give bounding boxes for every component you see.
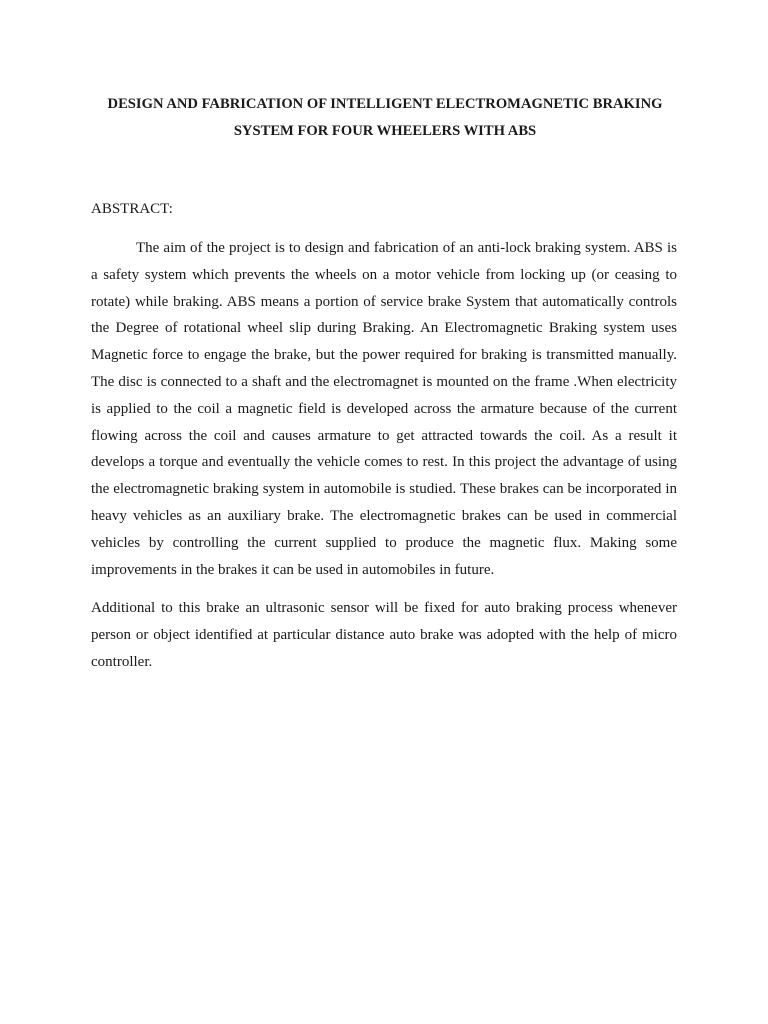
title-line-1: DESIGN AND FABRICATION OF INTELLIGENT ELECTROMAGNETIC BRAKING (107, 96, 663, 112)
document-title (80, 91, 690, 145)
title-line-2: SYSTEM FOR FOUR WHEELERS WITH ABS (233, 123, 537, 139)
abstract-heading: ABSTRACT: (91, 201, 173, 217)
additional-paragraph: Additional to this brake an ultrasonic sensor will be fixed for auto braking process whenever person or object identified at particular distance auto brake was adopted with the help of micro controller. (91, 600, 677, 670)
abstract-paragraph: The aim of the project is to design and fabrication of an anti-lock braking system. ABS is a safety system which prevents the wheels on a motor vehicle from locking up (or ceasing to rotate) while braking. ABS means a portion of service brake System that automatically controls the Degree of rotational wheel slip during Braking. An Electromagnetic Braking system uses Magnetic force to engage the brake, but the power required for braking is transmitted manually. The disc is connected to a shaft and the electromagnet is mounted on the frame .When electricity is applied to the coil a magnetic field is developed across the armature because of the current flowing across the coil and causes armature to get attracted towards the coil. As a result it develops a torque and eventually the vehicle comes to rest. In this project the advantage of using the electromagnetic braking system in automobile is studied. These brakes can be incorporated in heavy vehicles as an auxiliary brake. The electromagnetic brakes can be used in commercial vehicles by controlling the current supplied to produce the magnetic flux. Making some improvements in the brakes it can be used in automobiles in future. (91, 240, 677, 578)
